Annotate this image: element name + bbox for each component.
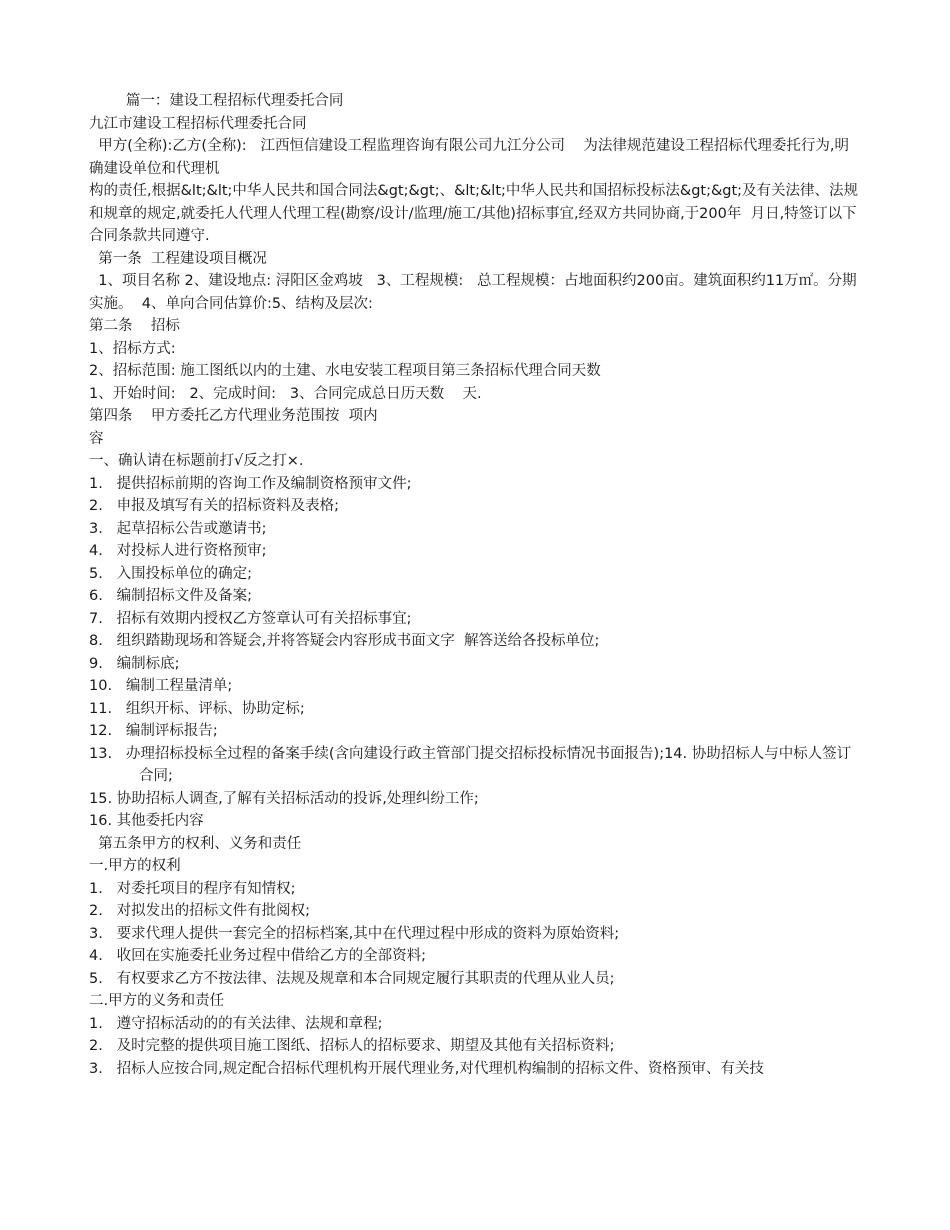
list-item: 11. 组织开标、评标、协助定标;: [89, 700, 305, 717]
list-item: 1. 遵守招标活动的的有关法律、法规和章程;: [89, 1015, 383, 1032]
list-item: 8. 组织踏勘现场和答疑会,并将答疑会内容形成书面文字 解答送给各投标单位;: [89, 633, 600, 649]
article-heading: 第二条 招标: [89, 318, 180, 334]
doc-heading: 篇一：建设工程招标代理委托合同: [89, 93, 344, 109]
list-item: 9. 编制标底;: [89, 655, 180, 672]
list-item: 5. 有权要求乙方不按法律、法规及规章和本合同规定履行其职责的代理从业人员;: [89, 970, 615, 987]
list-item: 4. 收回在实施委托业务过程中借给乙方的全部资料;: [89, 948, 427, 964]
paragraph: 容: [89, 430, 104, 447]
list-item: 2. 对拟发出的招标文件有批阅权;: [89, 903, 311, 919]
contract-title: 九江市建设工程招标代理委托合同: [89, 115, 307, 132]
list-item: 6. 编制招标文件及备案;: [89, 588, 253, 604]
paragraph: 1、招标方式:: [89, 340, 176, 357]
paragraph: 构的责任,根据&lt;&lt;中华人民共和国合同法&gt;&gt;、&lt;&lt;中华人民共和国招标投标法&gt;&gt;及有关法律、法规和规章的规定,就委托人代理人代理工程(勘察/设计/监理/施工/其他)招标事宜,经双方共同协商,于200年 月日,特签订以下合同条款共同遵守.: [89, 183, 859, 244]
list-item: 12. 编制评标报告;: [89, 723, 218, 739]
paragraph: 1、项目名称 2、建设地点: 浔阳区金鸡坡 3、工程规模: 总工程规模：占地面积约200亩。建筑面积约11万㎡。分期实施。 4、单向合同估算价:5、结构及层次:: [89, 273, 857, 312]
article-heading: 第四条 甲方委托乙方代理业务范围按 项内: [89, 408, 378, 424]
list-item: 3. 起草招标公告或邀请书;: [89, 520, 267, 537]
list-item: 10. 编制工程量清单;: [89, 678, 233, 694]
list-item: 7. 招标有效期内授权乙方签章认可有关招标事宜;: [89, 610, 412, 627]
document-body: [0, 90, 950, 1080]
paragraph: 一、确认请在标题前打√反之打×.: [89, 453, 304, 469]
list-item: 13. 办理招标投标全过程的备案手续(含向建设行政主管部门提交招标投标情况书面报告);14. 协助招标人与中标人签订合同;: [89, 745, 852, 784]
list-item: 1. 对委托项目的程序有知情权;: [89, 880, 296, 897]
list-item: 15. 协助招标人调查,了解有关招标活动的投诉,处理纠纷工作;: [89, 790, 479, 807]
section-heading: 一.甲方的权利: [89, 858, 181, 874]
article-heading: 第一条 工程建设项目概况: [89, 250, 267, 267]
list-item: 3. 招标人应按合同,规定配合招标代理机构开展代理业务,对代理机构编制的招标文件、资格预审、有关技: [89, 1060, 764, 1077]
list-item: 2. 申报及填写有关的招标资料及表格;: [89, 498, 340, 514]
list-item: 1. 提供招标前期的咨询工作及编制资格预审文件;: [89, 475, 412, 492]
list-item: 4. 对投标人进行资格预审;: [89, 543, 267, 559]
list-item: 2. 及时完整的提供项目施工图纸、招标人的招标要求、期望及其他有关招标资料;: [89, 1038, 615, 1054]
list-item: 3. 要求代理人提供一套完全的招标档案,其中在代理过程中形成的资料为原始资料;: [89, 925, 620, 942]
list-item: 16. 其他委托内容: [89, 813, 204, 829]
paragraph: 2、招标范围: 施工图纸以内的土建、水电安装工程项目第三条招标代理合同天数: [89, 363, 601, 379]
section-heading: 二.甲方的义务和责任: [89, 993, 225, 1009]
paragraph: 1、开始时间: 2、完成时间: 3、合同完成总日历天数 天.: [89, 385, 482, 402]
list-item: 5. 入围投标单位的确定;: [89, 565, 253, 582]
article-heading: 第五条甲方的权利、义务和责任: [89, 835, 302, 852]
paragraph: 甲方(全称):乙方(全称): 江西恒信建设工程监理咨询有限公司九江分公司 为法律规范建设工程招标代理委托行为,明确建设单位和代理机: [89, 138, 849, 177]
